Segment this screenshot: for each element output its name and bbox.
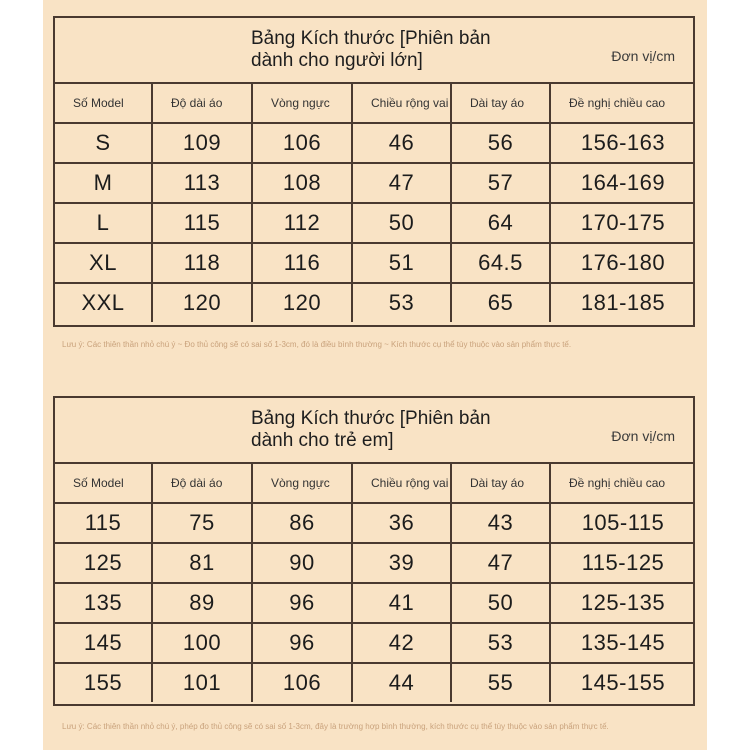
table-cell: 36 — [352, 503, 451, 543]
table-cell: 43 — [451, 503, 550, 543]
table-row — [55, 503, 695, 543]
column-header: Độ dài áo — [152, 84, 252, 123]
table-cell: 135-145 — [550, 623, 695, 663]
kids-chart-header — [55, 398, 693, 464]
table-cell: 53 — [451, 623, 550, 663]
table-cell: XL — [55, 243, 152, 283]
column-header: Số Model — [55, 464, 152, 503]
kids-size-table — [55, 464, 695, 702]
table-cell: 50 — [451, 583, 550, 623]
table-cell: 109 — [152, 123, 252, 163]
adult-size-table — [55, 84, 695, 322]
adult-chart-unit: Đơn vị/cm — [611, 48, 675, 64]
table-cell: 155 — [83, 670, 123, 695]
table-cell: 125 — [55, 543, 152, 583]
table-cell: 56 — [451, 123, 550, 163]
table-cell: 116 — [252, 243, 352, 283]
table-row — [55, 163, 695, 203]
table-row — [55, 203, 695, 243]
table-cell: 47 — [451, 543, 550, 583]
table-cell: 112 — [252, 203, 352, 243]
table-cell: 181-185 — [550, 283, 695, 322]
table-cell: 44 — [352, 663, 451, 702]
column-header: Chiều rộng vai — [352, 464, 451, 503]
table-cell: 50 — [352, 203, 451, 243]
table-cell: 57 — [451, 163, 550, 203]
table-cell: 108 — [252, 163, 352, 203]
column-header: Số Model — [55, 84, 152, 123]
table-header-row — [55, 84, 695, 123]
table-cell: 96 — [252, 583, 352, 623]
column-header: Dài tay áo — [451, 464, 550, 503]
adult-chart-header — [55, 18, 693, 84]
table-row — [55, 123, 695, 163]
column-header: Đề nghị chiều cao — [550, 464, 695, 503]
table-cell: 145 — [55, 623, 152, 663]
kids-chart-title: Bảng Kích thước [Phiên bản dành cho trẻ em] — [251, 408, 491, 451]
table-cell: 106 — [252, 663, 352, 702]
table-cell: 115 — [55, 503, 152, 543]
table-cell: 176-180 — [550, 243, 695, 283]
table-cell: 164-169 — [550, 163, 695, 203]
table-cell: 120 — [252, 283, 352, 322]
table-cell: 64 — [451, 203, 550, 243]
table-cell: 46 — [352, 123, 451, 163]
adult-size-chart — [53, 16, 695, 327]
table-cell: 41 — [352, 583, 451, 623]
column-header: Dài tay áo — [451, 84, 550, 123]
table-cell: 170-175 — [550, 203, 695, 243]
table-cell: 120 — [152, 283, 252, 322]
table-cell: 53 — [352, 283, 451, 322]
adult-chart-note: Lưu ý: Các thiên thần nhỏ chú ý ~ Đo thủ công sẽ có sai số 1-3cm, đó là điều bình thường ~ Kích thước cụ thể tùy thuộc vào sản phẩm thực tế. — [62, 340, 572, 349]
table-cell: 51 — [352, 243, 451, 283]
column-header: Đề nghị chiều cao — [550, 84, 695, 123]
table-cell: 75 — [152, 503, 252, 543]
table-cell: 145-155 — [550, 663, 695, 702]
table-row — [55, 243, 695, 283]
kids-chart-note: Lưu ý: Các thiên thần nhỏ chú ý, phép đo thủ công sẽ có sai số 1-3cm, đây là trường hợp bình thường, kích thước cụ thể tùy thuộc vào sản phẩm thực tế. — [62, 722, 609, 731]
table-cell: 86 — [252, 503, 352, 543]
table-cell: 115 — [152, 203, 252, 243]
column-header: Vòng ngực — [252, 464, 352, 503]
table-cell: 115-125 — [550, 543, 695, 583]
table-row — [55, 543, 695, 583]
table-cell: 81 — [152, 543, 252, 583]
table-cell: 100 — [152, 623, 252, 663]
table-cell: 118 — [152, 243, 252, 283]
table-header-row — [55, 464, 695, 503]
table-cell: 106 — [252, 123, 352, 163]
column-header: Độ dài áo — [152, 464, 252, 503]
table-row — [55, 583, 695, 623]
table-cell: 90 — [252, 543, 352, 583]
table-cell: 39 — [352, 543, 451, 583]
table-cell: 42 — [352, 623, 451, 663]
column-header: Vòng ngực — [252, 84, 352, 123]
table-cell: 125-135 — [550, 583, 695, 623]
table-row — [55, 623, 695, 663]
table-cell: M — [55, 163, 152, 203]
table-cell: L — [55, 203, 152, 243]
kids-chart-unit: Đơn vị/cm — [611, 428, 675, 444]
table-cell: 105-115 — [550, 503, 695, 543]
table-cell: 65 — [451, 283, 550, 322]
table-cell: 156-163 — [550, 123, 695, 163]
table-cell: 55 — [451, 663, 550, 702]
table-row — [55, 283, 695, 322]
table-cell: 64.5 — [451, 243, 550, 283]
table-row — [55, 663, 695, 702]
column-header: Chiều rộng vai — [352, 84, 451, 123]
adult-chart-title: Bảng Kích thước [Phiên bản dành cho người lớn] — [251, 28, 491, 71]
table-cell: 47 — [352, 163, 451, 203]
table-cell: 101 — [152, 663, 252, 702]
table-cell: 89 — [152, 583, 252, 623]
table-cell: 96 — [252, 623, 352, 663]
table-cell: S — [55, 123, 152, 163]
table-cell: 113 — [152, 163, 252, 203]
table-cell: XXL — [81, 290, 125, 315]
table-cell: 135 — [55, 583, 152, 623]
kids-size-chart — [53, 396, 695, 706]
